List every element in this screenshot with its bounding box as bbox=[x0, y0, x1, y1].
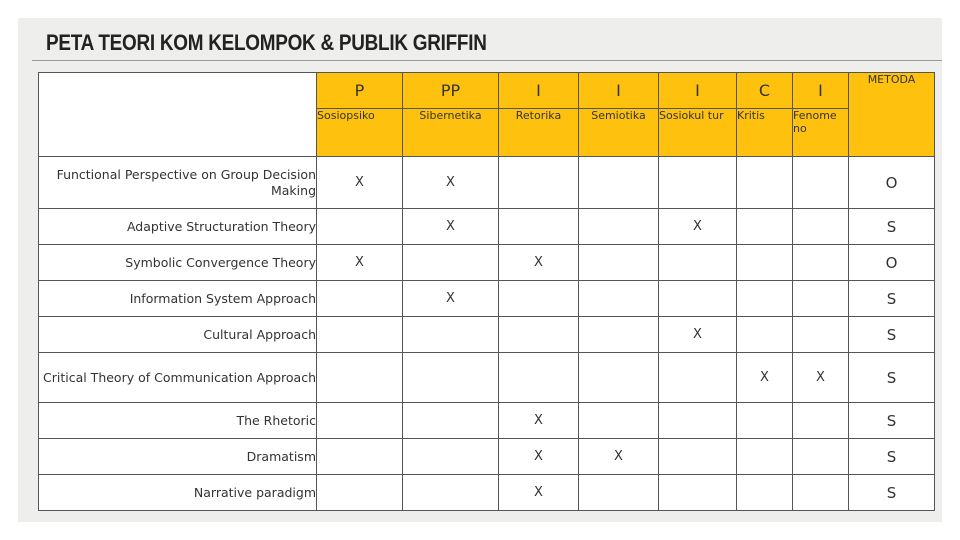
tradition-mark: X bbox=[499, 439, 579, 475]
theory-name: Narrative paradigm bbox=[39, 475, 317, 511]
tradition-mark bbox=[579, 157, 659, 209]
tradition-mark bbox=[659, 353, 737, 403]
tradition-mark: X bbox=[499, 475, 579, 511]
method-value: O bbox=[849, 245, 935, 281]
tradition-mark bbox=[737, 209, 793, 245]
table-row bbox=[39, 245, 935, 281]
tradition-mark bbox=[793, 439, 849, 475]
tradition-mark: X bbox=[499, 403, 579, 439]
tradition-mark bbox=[659, 281, 737, 317]
title-divider bbox=[32, 60, 942, 61]
tradition-name: Fenome no bbox=[793, 109, 849, 157]
tradition-mark bbox=[403, 403, 499, 439]
tradition-mark bbox=[659, 245, 737, 281]
tradition-name: Sosiokul tur bbox=[659, 109, 737, 157]
tradition-mark bbox=[499, 157, 579, 209]
tradition-mark bbox=[737, 317, 793, 353]
theory-name: The Rhetoric bbox=[39, 403, 317, 439]
tradition-mark bbox=[793, 245, 849, 281]
tradition-mark: X bbox=[579, 439, 659, 475]
tradition-mark bbox=[403, 439, 499, 475]
tradition-mark bbox=[403, 317, 499, 353]
tradition-name: Semiotika bbox=[579, 109, 659, 157]
theory-name: Functional Perspective on Group Decision Making bbox=[39, 157, 317, 209]
tradition-code: I bbox=[659, 73, 737, 109]
table-row bbox=[39, 209, 935, 245]
tradition-name: Sibernetika bbox=[403, 109, 499, 157]
tradition-mark bbox=[499, 209, 579, 245]
tradition-mark bbox=[403, 245, 499, 281]
tradition-mark bbox=[793, 317, 849, 353]
tradition-code: I bbox=[499, 73, 579, 109]
tradition-mark bbox=[793, 209, 849, 245]
tradition-mark bbox=[317, 209, 403, 245]
method-value: S bbox=[849, 475, 935, 511]
table-row bbox=[39, 439, 935, 475]
table-row bbox=[39, 403, 935, 439]
tradition-mark bbox=[317, 281, 403, 317]
tradition-mark bbox=[403, 353, 499, 403]
tradition-mark bbox=[579, 209, 659, 245]
method-value: S bbox=[849, 353, 935, 403]
tradition-name: Sosiopsiko bbox=[317, 109, 403, 157]
method-value: S bbox=[849, 317, 935, 353]
method-value: O bbox=[849, 157, 935, 209]
header-code-row bbox=[39, 73, 935, 109]
tradition-mark bbox=[499, 281, 579, 317]
tradition-mark bbox=[659, 403, 737, 439]
method-value: S bbox=[849, 209, 935, 245]
theory-name: Adaptive Structuration Theory bbox=[39, 209, 317, 245]
method-value: S bbox=[849, 403, 935, 439]
table-row bbox=[39, 353, 935, 403]
tradition-mark bbox=[659, 439, 737, 475]
table-row bbox=[39, 281, 935, 317]
tradition-mark bbox=[793, 157, 849, 209]
tradition-mark: X bbox=[659, 317, 737, 353]
header-corner-cell bbox=[39, 73, 317, 157]
tradition-mark bbox=[659, 475, 737, 511]
theory-name: Dramatism bbox=[39, 439, 317, 475]
method-value: S bbox=[849, 281, 935, 317]
table-row bbox=[39, 157, 935, 209]
tradition-mark: X bbox=[499, 245, 579, 281]
tradition-mark bbox=[737, 475, 793, 511]
theory-name: Information System Approach bbox=[39, 281, 317, 317]
tradition-mark bbox=[403, 475, 499, 511]
method-value: S bbox=[849, 439, 935, 475]
tradition-mark: X bbox=[737, 353, 793, 403]
tradition-mark bbox=[317, 403, 403, 439]
tradition-mark bbox=[579, 403, 659, 439]
tradition-code: P bbox=[317, 73, 403, 109]
tradition-name: Kritis bbox=[737, 109, 793, 157]
table-row bbox=[39, 317, 935, 353]
tradition-mark bbox=[793, 475, 849, 511]
method-header: METODA bbox=[849, 73, 935, 157]
tradition-mark bbox=[317, 475, 403, 511]
tradition-mark bbox=[317, 353, 403, 403]
tradition-mark: X bbox=[793, 353, 849, 403]
tradition-mark bbox=[579, 475, 659, 511]
tradition-mark bbox=[317, 439, 403, 475]
tradition-mark: X bbox=[317, 157, 403, 209]
theory-name: Symbolic Convergence Theory bbox=[39, 245, 317, 281]
tradition-mark bbox=[659, 157, 737, 209]
tradition-mark: X bbox=[403, 209, 499, 245]
tradition-mark bbox=[737, 281, 793, 317]
tradition-mark bbox=[317, 317, 403, 353]
tradition-mark bbox=[737, 245, 793, 281]
tradition-code: I bbox=[579, 73, 659, 109]
tradition-mark bbox=[579, 281, 659, 317]
tradition-code: C bbox=[737, 73, 793, 109]
tradition-mark bbox=[579, 245, 659, 281]
tradition-mark: X bbox=[659, 209, 737, 245]
tradition-mark: X bbox=[403, 157, 499, 209]
tradition-mark bbox=[737, 403, 793, 439]
tradition-code: PP bbox=[403, 73, 499, 109]
tradition-mark bbox=[499, 317, 579, 353]
tradition-mark bbox=[499, 353, 579, 403]
theory-name: Critical Theory of Communication Approach bbox=[39, 353, 317, 403]
tradition-mark bbox=[737, 157, 793, 209]
slide-title: PETA TEORI KOM KELOMPOK & PUBLIK GRIFFIN bbox=[46, 30, 487, 55]
table-row bbox=[39, 475, 935, 511]
tradition-mark bbox=[579, 317, 659, 353]
tradition-code: I bbox=[793, 73, 849, 109]
tradition-mark bbox=[579, 353, 659, 403]
tradition-name: Retorika bbox=[499, 109, 579, 157]
tradition-mark bbox=[737, 439, 793, 475]
tradition-mark: X bbox=[317, 245, 403, 281]
tradition-mark: X bbox=[403, 281, 499, 317]
theory-map-table bbox=[38, 72, 935, 511]
theory-name: Cultural Approach bbox=[39, 317, 317, 353]
tradition-mark bbox=[793, 281, 849, 317]
tradition-mark bbox=[793, 403, 849, 439]
